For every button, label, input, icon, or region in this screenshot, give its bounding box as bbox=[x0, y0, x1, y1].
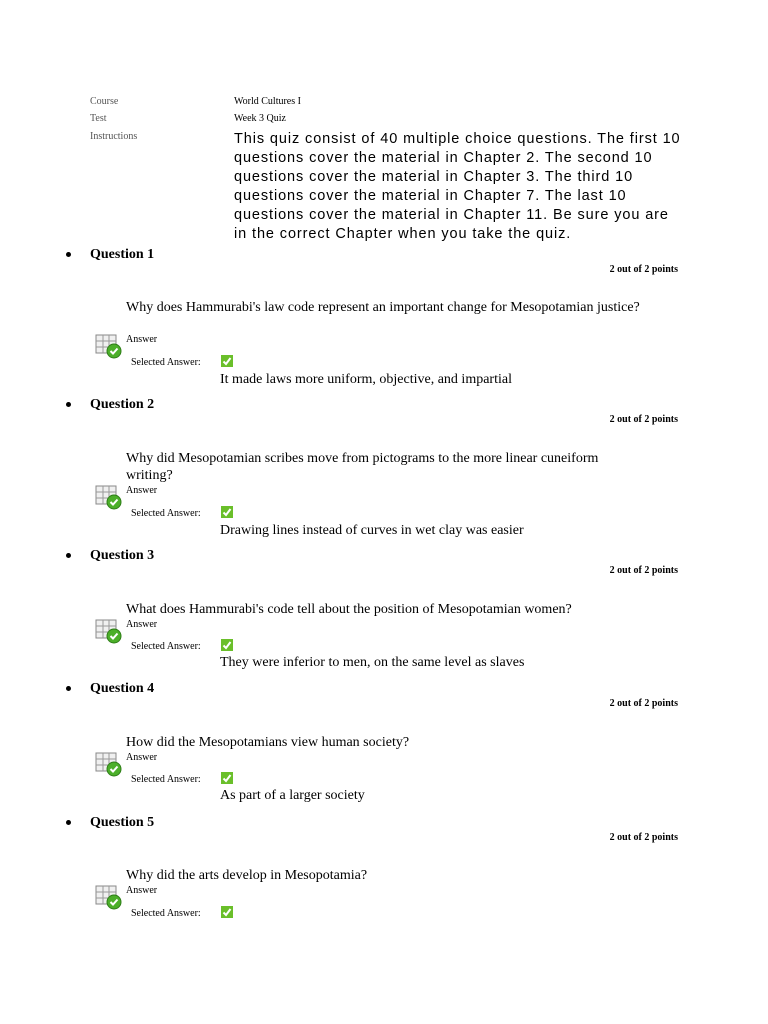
green-checkmark-icon bbox=[221, 639, 233, 651]
answer-label: Answer bbox=[126, 885, 158, 896]
test-value: Week 3 Quiz bbox=[234, 113, 286, 124]
question-text: Why did Mesopotamian scribes move from pictograms to the more linear cuneiform writing? bbox=[126, 451, 599, 483]
question-block-3 bbox=[0, 548, 768, 682]
course-value: World Cultures I bbox=[234, 96, 301, 107]
selected-answer-text: Drawing lines instead of curves in wet clay was easier bbox=[220, 523, 524, 538]
question-points: 2 out of 2 points bbox=[609, 565, 678, 576]
grid-check-icon bbox=[95, 752, 123, 778]
question-title: Question 1 bbox=[90, 247, 155, 262]
instructions-text: This quiz consist of 40 multiple choice questions. The first 10 questions cover the material in Chapter 2. The second 10 questions cover the material in Chapter 3. The third 10 questions cover the material in Chapter 7. The last 10 questions cover the material in Chapter 11. Be sure you are in the correct Chapter when you take the quiz. bbox=[234, 131, 681, 242]
question-block-4 bbox=[0, 681, 768, 815]
question-points: 2 out of 2 points bbox=[609, 264, 678, 275]
selected-answer-label: Selected Answer: bbox=[131, 508, 201, 519]
selected-answer-label: Selected Answer: bbox=[131, 641, 201, 652]
selected-answer-label: Selected Answer: bbox=[131, 908, 201, 919]
question-text: Why does Hammurabi's law code represent an important change for Mesopotamian justice? bbox=[126, 300, 640, 315]
question-title: Question 2 bbox=[90, 397, 155, 412]
selected-answer-text: It made laws more uniform, objective, and impartial bbox=[220, 372, 512, 387]
selected-answer-text: They were inferior to men, on the same level as slaves bbox=[220, 655, 525, 670]
question-title: Question 5 bbox=[90, 815, 155, 830]
answer-label: Answer bbox=[126, 619, 158, 630]
answer-label: Answer bbox=[126, 752, 158, 763]
question-points: 2 out of 2 points bbox=[609, 698, 678, 709]
grid-check-icon bbox=[95, 885, 123, 911]
question-points: 2 out of 2 points bbox=[609, 832, 678, 843]
grid-check-icon bbox=[95, 485, 123, 511]
green-checkmark-icon bbox=[221, 772, 233, 784]
question-block-1 bbox=[0, 247, 768, 397]
grid-check-icon bbox=[95, 334, 123, 360]
answer-label: Answer bbox=[126, 334, 158, 345]
bullet bbox=[66, 252, 71, 257]
question-block-2 bbox=[0, 397, 768, 547]
bullet bbox=[66, 553, 71, 558]
bullet bbox=[66, 820, 71, 825]
bullet bbox=[66, 402, 71, 407]
test-label: Test bbox=[90, 113, 107, 124]
green-checkmark-icon bbox=[221, 506, 233, 518]
bullet bbox=[66, 686, 71, 691]
question-text: How did the Mesopotamians view human society? bbox=[126, 735, 410, 750]
grid-check-icon bbox=[95, 619, 123, 645]
question-points: 2 out of 2 points bbox=[609, 414, 678, 425]
answer-label: Answer bbox=[126, 485, 158, 496]
question-text: Why did the arts develop in Mesopotamia? bbox=[126, 868, 368, 883]
question-title: Question 3 bbox=[90, 548, 155, 563]
question-text: What does Hammurabi's code tell about the position of Mesopotamian women? bbox=[126, 602, 572, 617]
course-label: Course bbox=[90, 96, 119, 107]
question-title: Question 4 bbox=[90, 681, 155, 696]
selected-answer-label: Selected Answer: bbox=[131, 774, 201, 785]
instructions-label: Instructions bbox=[90, 131, 138, 142]
selected-answer-label: Selected Answer: bbox=[131, 357, 201, 368]
question-block-5 bbox=[0, 815, 768, 935]
green-checkmark-icon bbox=[221, 355, 233, 367]
selected-answer-text: As part of a larger society bbox=[220, 788, 365, 803]
green-checkmark-icon bbox=[221, 906, 233, 918]
